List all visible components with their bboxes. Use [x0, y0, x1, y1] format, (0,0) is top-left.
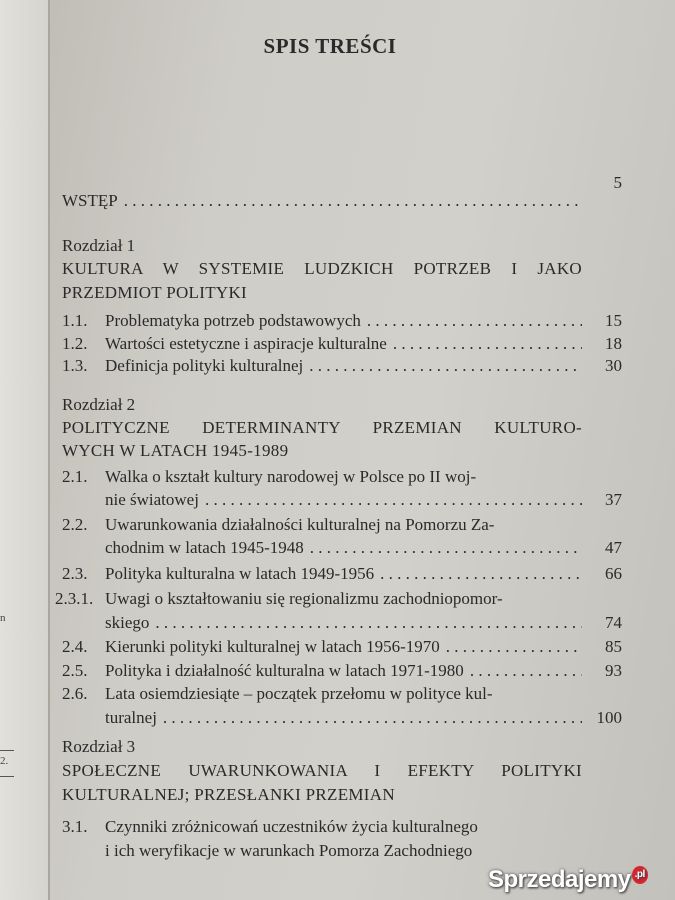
page-number: 15 — [605, 311, 622, 330]
toc-entry — [55, 588, 622, 610]
dot-leader — [446, 636, 582, 658]
page-number: 74 — [605, 613, 622, 632]
toc-entry — [62, 683, 622, 705]
dot-leader — [470, 660, 582, 682]
chapter-heading: SPOŁECZNE UWARUNKOWANIA I EFEKTY POLITYKI — [62, 761, 582, 780]
watermark-logo — [488, 866, 648, 894]
page-number: 85 — [605, 637, 622, 656]
page-number: 5 — [613, 173, 622, 192]
toc-entry-continued — [62, 612, 622, 634]
toc-entry — [62, 660, 622, 682]
left-page-rule — [0, 750, 14, 751]
chapter-heading: WYCH W LATACH 1945-1989 — [62, 441, 289, 460]
entry-text: Walka o kształt kultury narodowej w Polsce po II woj- — [105, 467, 477, 486]
dot-leader — [155, 612, 582, 634]
chapter-heading: POLITYCZNE DETERMINANTY PRZEMIAN KULTURO- — [62, 418, 582, 437]
chapter-label: Rozdział 2 — [62, 395, 136, 414]
entry-text: Definicja polityki kulturalnej — [105, 356, 304, 375]
dot-leader — [393, 333, 582, 355]
dot-leader — [163, 707, 582, 729]
toc-entry — [62, 310, 622, 332]
entry-text: skiego — [105, 613, 150, 632]
chapter-label: Rozdział 3 — [62, 737, 136, 756]
toc-entry-continued — [62, 840, 622, 862]
dot-leader — [367, 310, 582, 332]
entry-text: Polityka i działalność kulturalna w latach 1971-1980 — [105, 661, 464, 680]
section-number: 2.2. — [62, 515, 88, 534]
section-number: 3.1. — [62, 817, 88, 836]
chapter-heading: PRZEDMIOT POLITYKI — [62, 283, 247, 302]
entry-text: WSTĘP — [62, 191, 118, 210]
toc-entry — [62, 563, 622, 585]
toc-entry-continued — [62, 537, 622, 559]
watermark-text: Sprzedajemy — [488, 866, 631, 893]
entry-text: chodnim w latach 1945-1948 — [105, 538, 304, 557]
page-number: 100 — [596, 708, 622, 727]
page-number: 37 — [605, 490, 622, 509]
entry-text: Wartości estetyczne i aspiracje kulturalne — [105, 334, 387, 353]
section-number: 1.3. — [62, 356, 88, 375]
entry-text: Polityka kulturalna w latach 1949-1956 — [105, 564, 375, 583]
dot-leader — [310, 537, 582, 559]
section-number: 1.2. — [62, 334, 88, 353]
left-page-rule — [0, 776, 14, 777]
chapter-heading: KULTURA W SYSTEMIE LUDZKICH POTRZEB I JAKO — [62, 259, 582, 278]
toc-entry-continued — [62, 707, 622, 729]
dot-leader — [124, 190, 582, 212]
toc-entry — [62, 636, 622, 658]
left-page-edge — [0, 0, 50, 900]
entry-text: Czynniki zróżnicowań uczestników życia kulturalnego — [105, 817, 478, 836]
section-number: 2.3.1. — [55, 589, 94, 608]
chapter-label: Rozdział 1 — [62, 236, 136, 255]
section-number: 2.5. — [62, 661, 88, 680]
section-number: 1.1. — [62, 311, 88, 330]
dot-leader — [309, 355, 582, 377]
entry-text: i ich weryfikacje w warunkach Pomorza Zachodniego — [105, 841, 473, 860]
section-number: 2.6. — [62, 684, 88, 703]
entry-text: Uwagi o kształtowaniu się regionalizmu zachodniopomor- — [105, 589, 503, 608]
entry-text: Problematyka potrzeb podstawowych — [105, 311, 361, 330]
page-number: 93 — [605, 661, 622, 680]
chapter-heading: KULTURALNEJ; PRZESŁANKI PRZEMIAN — [62, 785, 395, 804]
entry-text: turalnej — [105, 708, 157, 727]
dot-leader — [380, 563, 582, 585]
page-number: 30 — [605, 356, 622, 375]
page-number: 18 — [605, 334, 622, 353]
toc-entry-continued — [62, 489, 622, 511]
dot-leader — [205, 489, 582, 511]
section-number: 2.1. — [62, 467, 88, 486]
entry-text: Lata osiemdziesiąte – początek przełomu w polityce kul- — [105, 684, 493, 703]
toc-entry — [62, 333, 622, 355]
page-title: SPIS TREŚCI — [263, 34, 397, 58]
section-number: 2.3. — [62, 564, 88, 583]
toc-entry — [62, 514, 622, 536]
toc-entry — [62, 466, 622, 488]
left-page-fragment: n — [0, 612, 6, 624]
section-number: 2.4. — [62, 637, 88, 656]
page-number: 47 — [605, 538, 622, 557]
entry-text: Kierunki polityki kulturalnej w latach 1956-1970 — [105, 637, 440, 656]
toc-entry — [62, 355, 622, 377]
entry-text: Uwarunkowania działalności kulturalnej na Pomorzu Za- — [105, 515, 495, 534]
toc-entry — [62, 816, 622, 838]
toc-entry-intro — [62, 173, 622, 212]
page-number: 66 — [605, 564, 622, 583]
watermark-suffix: .pl — [632, 866, 648, 884]
left-page-fragment: 2. — [0, 755, 9, 767]
entry-text: nie światowej — [105, 490, 199, 509]
